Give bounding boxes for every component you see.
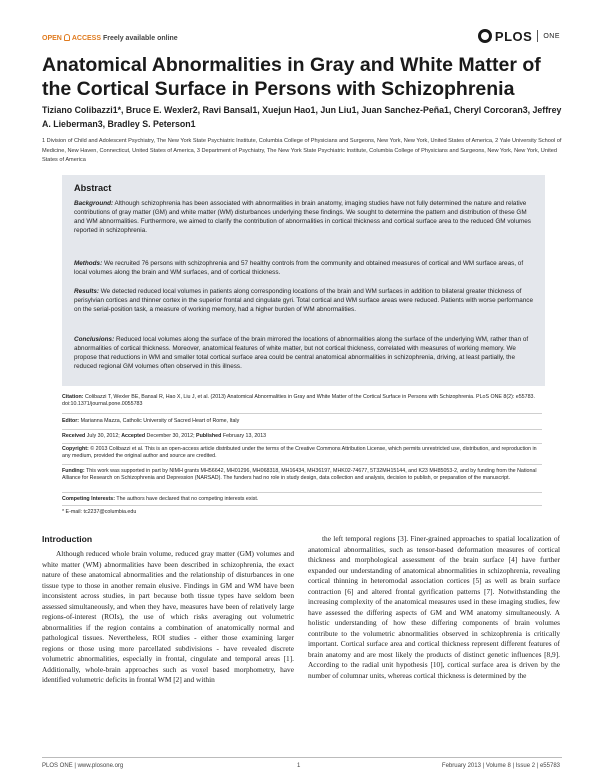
intro-column-right: the left temporal regions [3]. Finer-grained approaches to spatial localization of anatomical abnormalities, such as tensor-based deformation measures of cortical thickness and morphological assessment of the brain surface [4] have further expanded our understanding of anatomical abnormalities in schizophrenia, revealing cortical thinning in heteromodal association cortices [5] as well as brain surface contraction [6] and altered frontal gyrification patterns [7]. Notwithstanding the increasing complexity of the anatomical measures used in these imaging studies, few have assessed the differing aspects of GM and WM anatomy simultaneously. A holistic understanding of how these differing components of brain volumes contribute to the volumetric abnormalities observed in schizophrenia is critically important. Cortical surface area and cortical thickness represent different features of brain anatomy and are most likely the products of distinct genetic influences [8,9]. According to the radial unit hypothesis [10], cortical surface area is driven by the number of columnar units, whereas cortical thickness is determined by the bbox=[308, 534, 560, 680]
results-text: We detected reduced local volumes in patients along corresponding locations of the brain and WM surfaces in addition to bilateral greater thickness of perisylvian cortices and thinner cortex in the superior frontal and cingulate gyri. Total cortical and WM surface areas were reduced. Patients with worse performance on the serial-position task, a measure of working memory, had a higher burden of WM abnormalities. bbox=[74, 288, 533, 314]
section-heading-introduction: Introduction bbox=[42, 534, 93, 544]
funding bbox=[62, 468, 542, 483]
abstract-conclusions bbox=[74, 335, 534, 371]
competing-text: The authors have declared that no competing interests exist. bbox=[116, 496, 259, 502]
affiliations: 1 Division of Child and Adolescent Psychiatry, The New York State Psychiatric Institute, Columbia College of Physicians and Surgeons, New York, New York, United States of America, 2 Yale University School of Medicine, New Haven, Connecticut, United States of America, 3 Department of Psychiatry, The New York State Psychiatric Institute, Columbia College of Physicians and Surgeons, New York, New York, United States of America bbox=[42, 138, 562, 163]
conclusions-text: Reduced local volumes along the surface of the brain mirrored the locations of abnormalities along the surface of the underlying WM, rather than of abnormalities of cortical thickness. Moreover, anatomical features of white matter, but not cortical thickness, correlated with measures of working memory. We propose that reductions in WM and smaller total cortical surface area could be central anatomical abnormalities in schizophrenia, driving, at least partially, the reduced regional GM volumes often observed in this illness. bbox=[74, 336, 529, 371]
citation-text: Colibazzi T, Wexler BE, Bansal R, Hao X, Liu J, et al. (2013) Anatomical Abnormalities in Gray and White Matter of the Cortical Surface in Persons with Schizophrenia. PLoS ONE 8(2): e55783. doi:10.1371/journal.pone.0055783 bbox=[62, 394, 535, 408]
access-label: ACCESS bbox=[71, 35, 102, 42]
citation bbox=[62, 394, 542, 409]
footer-journal[interactable]: PLOS ONE | www.plosone.org bbox=[42, 763, 124, 769]
funding-text: This work was supported in part by NIMH grants MH56642, MH01296, MH068318, MH16434, MH36197, MHK02-74677, 5T32MH15144, and K23 MH85053-2, and by funding from the National Alliance for Research on Schizophrenia and Depression (NARSAD). The funders had no role in study design, data collection and analysis, decision to publish, or preparation of the manuscript. bbox=[62, 468, 537, 482]
abstract-heading: Abstract bbox=[74, 183, 112, 193]
author-list: Tiziano Colibazzi1*, Bruce E. Wexler2, Ravi Bansal1, Xuejun Hao1, Jun Liu1, Juan Sanchez-Peña1, Cheryl Corcoran3, Jeffrey A. Lieberman3, Bradley S. Peterson1 bbox=[42, 105, 562, 129]
competing-interests bbox=[62, 496, 542, 503]
background-label: Background: bbox=[74, 200, 114, 207]
results-label: Results: bbox=[74, 288, 100, 295]
background-text: Although schizophrenia has been associated with abnormalities in brain anatomy, imaging studies have not fully determined the nature and relative contributions of gray matter (GM) and white matter (WM) disturbances underlying these findings. We sought to determine the pattern and distribution of these GM and WM abnormalities. Furthermore, we aimed to clarify the contribution of abnormalities in cortical thickness and cortical surface area to the reduced GM volumes reported in schizophrenia. bbox=[74, 200, 531, 235]
meta-divider bbox=[62, 492, 542, 493]
editor bbox=[62, 418, 542, 425]
received-date: July 30, 2012; bbox=[86, 433, 120, 439]
meta-divider bbox=[62, 429, 542, 430]
meta-divider bbox=[62, 443, 542, 444]
conclusions-label: Conclusions: bbox=[74, 336, 115, 343]
dates bbox=[62, 433, 542, 440]
open-access-banner bbox=[42, 34, 178, 42]
footer-issue: February 2013 | Volume 8 | Issue 2 | e55783 bbox=[441, 763, 560, 769]
logo-word: PLOS bbox=[494, 28, 533, 44]
copyright bbox=[62, 446, 542, 461]
accepted-label: Accepted bbox=[121, 433, 146, 439]
meta-divider bbox=[62, 464, 542, 465]
funding-label: Funding: bbox=[62, 468, 85, 474]
meta-divider bbox=[62, 505, 542, 506]
abstract-results bbox=[74, 287, 534, 314]
copyright-text: © 2013 Colibazzi et al. This is an open-access article distributed under the terms of the Creative Commons Attribution License, which permits unrestricted use, distribution, and reproduction in any medium, provided the original author and source are credited. bbox=[62, 446, 537, 460]
methods-label: Methods: bbox=[74, 260, 103, 267]
corresponding-email[interactable]: * E-mail: tc2237@columbia.edu bbox=[62, 509, 137, 515]
footer-divider bbox=[42, 757, 562, 758]
published-label: Published bbox=[196, 433, 222, 439]
freely-available-label: Freely available online bbox=[102, 35, 178, 42]
open-label: OPEN bbox=[42, 35, 62, 42]
meta-divider bbox=[62, 413, 542, 414]
open-lock-icon bbox=[64, 34, 70, 41]
logo-sub: ONE bbox=[543, 32, 560, 40]
accepted-date: December 30, 2012; bbox=[146, 433, 195, 439]
editor-label: Editor: bbox=[62, 418, 80, 424]
logo-divider bbox=[537, 30, 538, 42]
abstract-methods bbox=[74, 259, 534, 277]
copyright-label: Copyright: bbox=[62, 446, 89, 452]
article-title: Anatomical Abnormalities in Gray and White Matter of the Cortical Surface in Persons with Schizophrenia bbox=[42, 54, 541, 100]
page-number: 1 bbox=[297, 763, 301, 769]
intro-column-left: Although reduced whole brain volume, reduced gray matter (GM) volumes and white matter (WM) abnormalities have been described in schizophrenia, the exact nature of these anatomical abnormalities and the relationship of disturbances in one tissue type to those in another remain elusive. Findings in GM and WM have been inconsistent across studies, in part because both tissue types have seldom been assessed simultaneously, and when they have, measures have been of relatively large regions-of-interest (ROIs), the use of which risks averaging out volumetric abnormalities if the region contains a combination of anatomically normal and pathological tissues. Nevertheless, ROI studies - either those examining larger regions or those using more parcellated subdivisions - have revealed discrete volumetric abnormalities, especially in frontal, cingulate and temporal areas [1]. Additionally, whole-brain approaches such as voxel based morphometry, have identified volumetric deficits in frontal WM [2] and within bbox=[42, 549, 294, 684]
abstract-background bbox=[74, 199, 534, 235]
plos-one-logo bbox=[478, 27, 560, 45]
citation-label: Citation: bbox=[62, 394, 84, 400]
plos-logo-icon bbox=[478, 29, 492, 43]
methods-text: We recruited 76 persons with schizophrenia and 57 healthy controls from the community and obtained measures of cortical and WM surface areas, of local volumes along the brain and WM surfaces, and of cortical thickness. bbox=[74, 260, 524, 277]
received-label: Received bbox=[62, 433, 86, 439]
published-date: February 13, 2013 bbox=[222, 433, 267, 439]
editor-text: Marianna Mazza, Catholic University of Sacred Heart of Rome, Italy bbox=[80, 418, 240, 424]
competing-label: Competing Interests: bbox=[62, 496, 115, 502]
